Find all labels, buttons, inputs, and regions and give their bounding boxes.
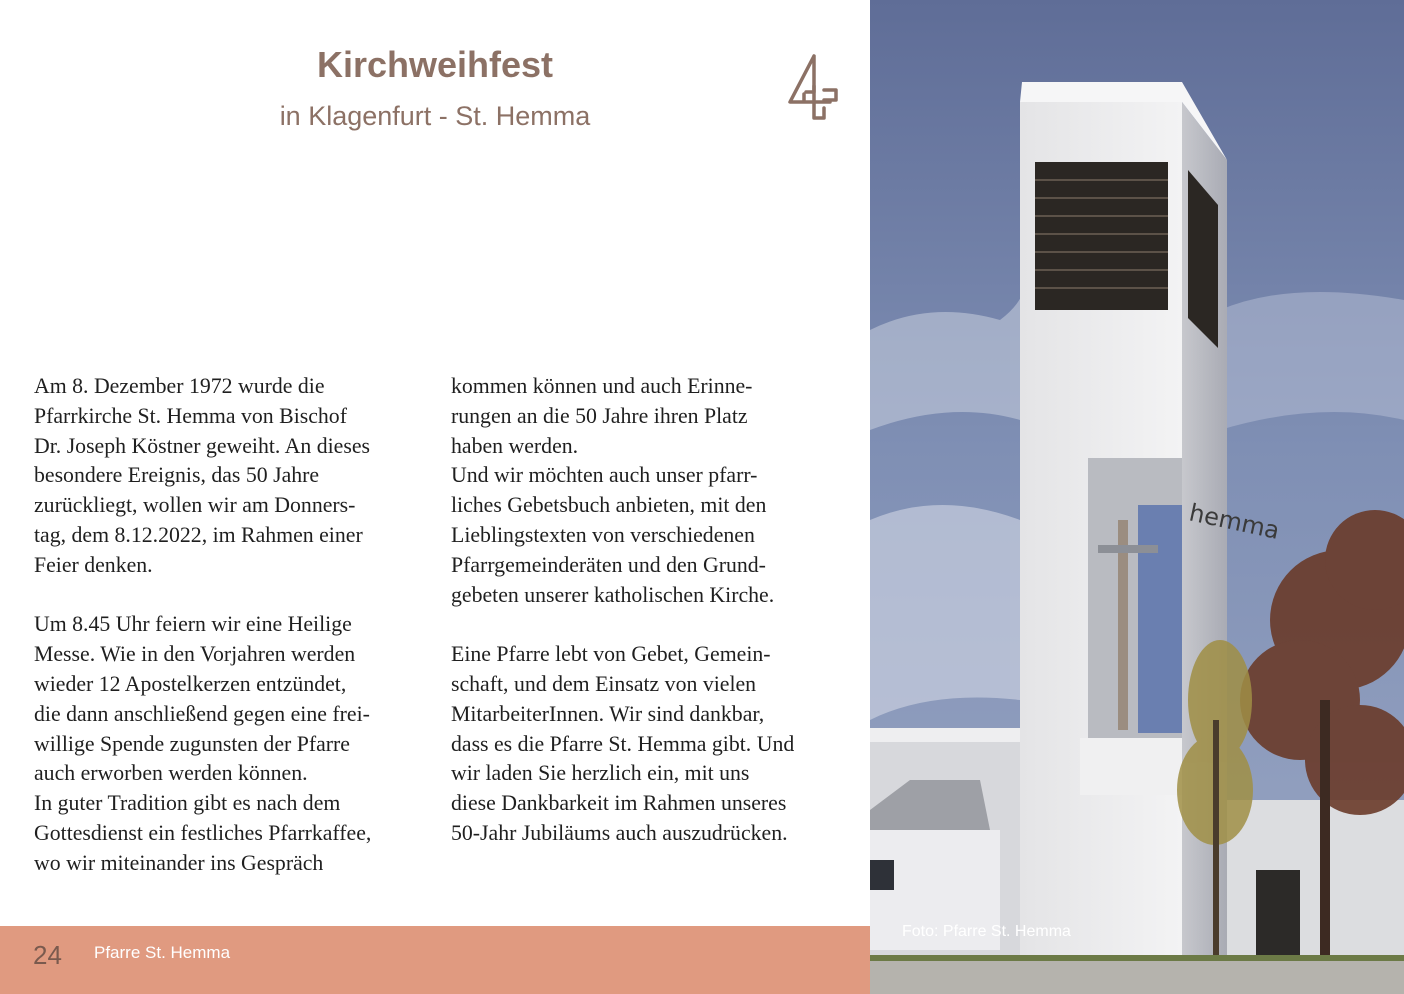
paragraph-intro: Am 8. Dezember 1972 wurde die Pfarrkirche St. Hemma von Bischof Dr. Joseph Köstner geweiht. An dieses besondere Ereignis, das 50 Jahre zurückliegt, wollen wir am Donners- tag, dem 8.12.2022, im Rahmen einer Feier denken. [34,374,370,577]
text-column-right [451,372,851,849]
page-subtitle: in Klagenfurt - St. Hemma [279,101,591,131]
number-four-cross-icon [784,52,840,124]
church-tower-illustration [870,0,1404,994]
footer-bar [0,926,870,994]
page-number: 24 [33,940,62,970]
paragraph-thanks: Eine Pfarre lebt von Gebet, Gemein- schaft, und dem Einsatz von vielen MitarbeiterInnen. Wir sind dankbar, dass es die Pfarre St. Hemma gibt. Und wir laden Sie herzlich ein, mit uns diese Dankbarkeit im Rahmen unseres 50-Jahr Jubiläums auch auszudrücken. [451,642,795,845]
paragraph-mass: Um 8.45 Uhr feiern wir eine Heilige Messe. Wie in den Vorjahren werden wieder 12 Apostelkerzen entzündet, die dann anschließend gegen eine frei- willige Spende zugunsten der Pfarre auch erworben werden können. In guter Tradition gibt es nach dem Gottesdienst ein festliches Pfarrkaffee, wo wir miteinander ins Gespräch [34,612,372,875]
text-column-left [34,372,434,879]
church-tower-photo [870,0,1404,994]
footer-parish-label: Pfarre St. Hemma [94,943,231,962]
paragraph-prayerbook: kommen können und auch Erinne- rungen an die 50 Jahre ihren Platz haben werden. Und wir möchten auch unser pfarr- liches Gebetsbuch anbieten, mit den Lieblingstexten von verschiedenen Pfarrgemeinderäten und den Grund- gebeten unserer katholischen Kirche. [451,374,775,607]
tower-lettering: hemma [1186,498,1283,545]
photo-credit: Foto: Pfarre St. Hemma [902,923,1071,940]
page-title: Kirchweihfest [316,44,554,85]
